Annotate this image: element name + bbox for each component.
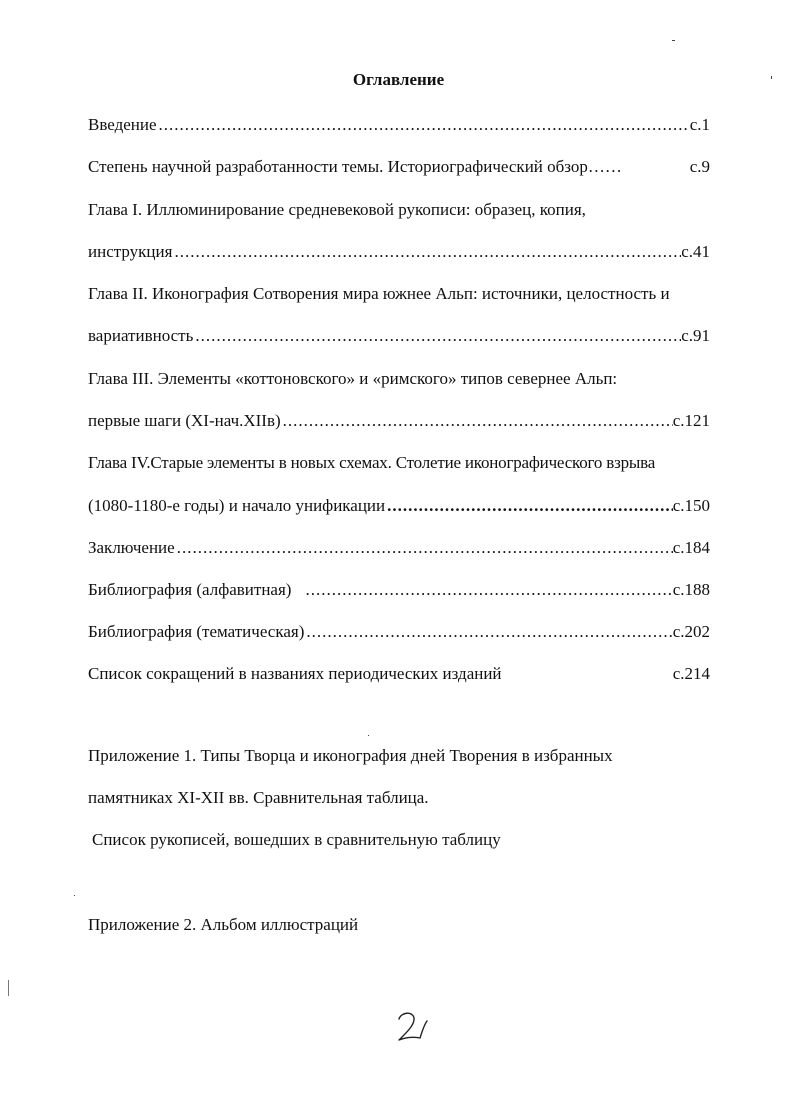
- toc-entry-bibliography-thematic: [88, 621, 710, 643]
- toc-entry-page: с.188: [672, 580, 710, 599]
- toc-entry-text: Библиография (тематическая): [88, 622, 305, 641]
- toc-entry-abbreviations: [88, 663, 710, 685]
- toc-entry-page: с.91: [681, 326, 710, 345]
- toc-entry-bibliography-alphabetical: [88, 579, 710, 601]
- toc-entry-chapter2-line1: Глава II. Иконография Сотворения мира южнее Альп: источники, целостность и: [88, 284, 670, 303]
- toc-entry-page: с.202: [672, 622, 710, 641]
- handwritten-page-number: [393, 1010, 429, 1044]
- page-title: Оглавление: [352, 70, 445, 89]
- toc-entry-text: (1080-1180-е годы) и начало унификации: [88, 496, 386, 515]
- toc-leader-dots: [172, 241, 681, 263]
- toc-entry-chapter4-line2: [88, 495, 710, 517]
- toc-leader-dots: [193, 325, 681, 347]
- toc-entry-chapter2-line2: [88, 325, 710, 347]
- appendix1-line2: памятниках XI-XII вв. Сравнительная таблица.: [88, 788, 429, 807]
- toc-entry-introduction: [88, 114, 710, 136]
- margin-mark: [8, 980, 9, 996]
- toc-entry-historiography: [88, 156, 710, 178]
- toc-entry-chapter3-line2: [88, 410, 710, 432]
- toc-entry-chapter4-line1: Глава IV.Старые элементы в новых схемах. Столетие иконографического взрыва: [88, 453, 656, 472]
- toc-entry-page: с.150: [672, 496, 710, 515]
- toc-leader-dots: [175, 537, 673, 559]
- toc-leader-dots: [385, 495, 673, 517]
- appendix2: Приложение 2. Альбом иллюстраций: [88, 915, 359, 934]
- toc-entry-page: с.121: [672, 411, 710, 430]
- toc-leader-dots: [157, 114, 690, 136]
- scan-speck: [368, 735, 369, 736]
- scan-speck: [672, 40, 675, 41]
- toc-leader-dots: [304, 621, 672, 643]
- toc-entry-conclusion: [88, 537, 710, 559]
- toc-leader-dots: [281, 410, 673, 432]
- scan-speck: [74, 895, 75, 896]
- toc-entry-text: Список сокращений в названиях периодических изданий: [88, 664, 502, 683]
- toc-entry-page: с.9: [689, 157, 710, 176]
- toc-entry-chapter3-line1: Глава III. Элементы «коттоновского» и «римского» типов севернее Альп:: [88, 369, 618, 388]
- appendix1-line1: Приложение 1. Типы Творца и иконография дней Творения в избранных: [88, 746, 613, 765]
- toc-entry-chapter1-line2: [88, 241, 710, 263]
- toc-entry-page: с.1: [689, 115, 710, 134]
- toc-entry-text: вариативность: [88, 326, 194, 345]
- toc-entry-chapter1-line1: Глава I. Иллюминирование средневековой рукописи: образец, копия,: [88, 200, 586, 219]
- toc-entry-page: с.41: [681, 242, 710, 261]
- toc-entry-page: с.214: [672, 664, 710, 683]
- toc-entry-page: с.184: [672, 538, 710, 557]
- toc-entry-text: Степень научной разработанности темы. Историографический обзор……: [88, 157, 622, 176]
- toc-entry-text: инструкция: [88, 242, 173, 261]
- toc-entry-text: первые шаги (XI-нач.XIIв): [88, 411, 281, 430]
- scan-speck: [771, 76, 772, 79]
- toc-leader-dots: [291, 579, 672, 601]
- toc-entry-text: Введение: [88, 115, 157, 134]
- toc-entry-text: Заключение: [88, 538, 175, 557]
- appendix1-line3: Список рукописей, вошедших в сравнительную таблицу: [92, 830, 501, 849]
- toc-entry-text: Библиография (алфавитная): [88, 580, 292, 599]
